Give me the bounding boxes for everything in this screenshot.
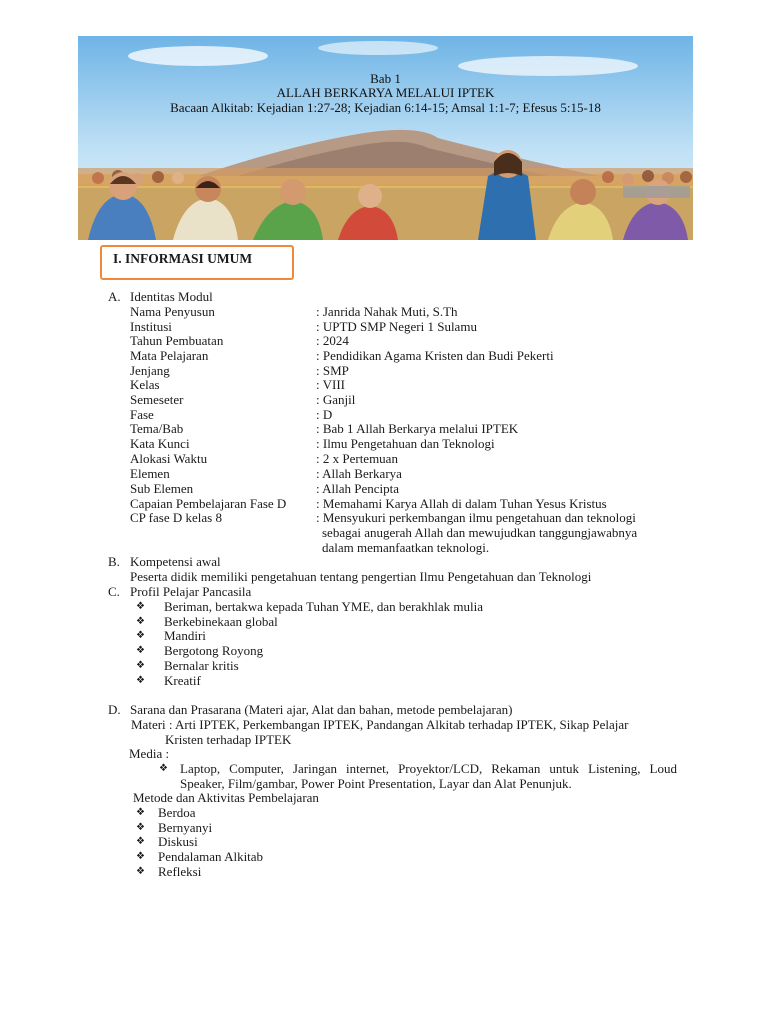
list-item: Bernyanyi: [158, 820, 213, 835]
list-item: Bernalar kritis: [164, 658, 239, 673]
row-value: : 2 x Pertemuan: [316, 451, 398, 466]
kompetensi-letter: B.: [108, 554, 120, 569]
row-label: Kata Kunci: [130, 436, 190, 451]
section-heading-box: [100, 245, 294, 280]
bible-reading: Bacaan Alkitab: Kejadian 1:27-28; Kejadian 6:14-15; Amsal 1:1-7; Efesus 5:15-18: [170, 100, 601, 115]
row-label: Alokasi Waktu: [130, 451, 208, 466]
list-item: Refleksi: [158, 864, 202, 879]
metode-title: Metode dan Aktivitas Pembelajaran: [133, 790, 319, 805]
diamond-bullet-icon: ❖: [159, 763, 168, 774]
row-value: : Bab 1 Allah Berkarya melalui IPTEK: [316, 421, 519, 436]
row-value: : Janrida Nahak Muti, S.Th: [316, 304, 458, 319]
row-label: Institusi: [130, 319, 172, 334]
chapter-banner: [78, 36, 693, 240]
row-value: : Mensyukuri perkembangan ilmu pengetahuan dan teknologi: [316, 510, 636, 525]
row-label: Tahun Pembuatan: [130, 333, 224, 348]
row-label: Nama Penyusun: [130, 304, 215, 319]
list-item: Kreatif: [164, 673, 201, 688]
row-value: : D: [316, 407, 333, 422]
row-label: Tema/Bab: [130, 421, 184, 436]
row-value: : Allah Berkarya: [316, 466, 402, 481]
sarana-title: Sarana dan Prasarana (Materi ajar, Alat dan bahan, metode pembelajaran): [130, 702, 513, 717]
diamond-bullet-icon: ❖: [136, 616, 145, 627]
list-item: Beriman, bertakwa kepada Tuhan YME, dan berakhlak mulia: [164, 599, 484, 614]
row-value: : VIII: [316, 377, 346, 392]
row-value-continued: sebagai anugerah Allah dan mewujudkan tanggungjawabnya: [322, 525, 638, 540]
row-value: : Allah Pencipta: [316, 481, 400, 496]
kompetensi-title: Kompetensi awal: [130, 554, 221, 569]
diamond-bullet-icon: ❖: [136, 630, 145, 641]
row-label: Sub Elemen: [130, 481, 194, 496]
row-value: : Ganjil: [316, 392, 356, 407]
diamond-bullet-icon: ❖: [136, 645, 145, 656]
row-label: Elemen: [130, 466, 170, 481]
row-label: Mata Pelajaran: [130, 348, 209, 363]
banner-illustration: [78, 36, 693, 240]
diamond-bullet-icon: ❖: [136, 866, 145, 877]
row-label: Jenjang: [130, 363, 170, 378]
diamond-bullet-icon: ❖: [136, 660, 145, 671]
section-heading: I. INFORMASI UMUM: [113, 251, 253, 266]
diamond-bullet-icon: ❖: [136, 822, 145, 833]
identitas-title: Identitas Modul: [130, 289, 213, 304]
media-line: Laptop, Computer, Jaringan internet, Proyektor/LCD, Rekaman untuk Listening, Loud: [180, 761, 677, 776]
profil-letter: C.: [108, 584, 120, 599]
list-item: Bergotong Royong: [164, 643, 264, 658]
chapter-label: Bab 1: [370, 71, 401, 86]
kompetensi-text: Peserta didik memiliki pengetahuan tentang pengertian Ilmu Pengetahuan dan Teknologi: [130, 569, 592, 584]
sarana-letter: D.: [108, 702, 121, 717]
list-item: Berkebinekaan global: [164, 614, 278, 629]
row-value: : Memahami Karya Allah di dalam Tuhan Yesus Kristus: [316, 496, 607, 511]
row-value: : UPTD SMP Negeri 1 Sulamu: [316, 319, 477, 334]
profil-title: Profil Pelajar Pancasila: [130, 584, 252, 599]
materi-line-continued: Kristen terhadap IPTEK: [165, 732, 292, 747]
row-value: : Ilmu Pengetahuan dan Teknologi: [316, 436, 495, 451]
media-line-continued: Speaker, Film/gambar, Power Point Presentation, Layar dan Alat Penunjuk.: [180, 776, 572, 791]
diamond-bullet-icon: ❖: [136, 675, 145, 686]
row-label: Fase: [130, 407, 154, 422]
list-item: Diskusi: [158, 834, 198, 849]
list-item: Pendalaman Alkitab: [158, 849, 264, 864]
diamond-bullet-icon: ❖: [136, 807, 145, 818]
row-label: CP fase D kelas 8: [130, 510, 222, 525]
list-item: Mandiri: [164, 628, 206, 643]
diamond-bullet-icon: ❖: [136, 851, 145, 862]
identitas-letter: A.: [108, 289, 121, 304]
diamond-bullet-icon: ❖: [136, 836, 145, 847]
list-item: Berdoa: [158, 805, 196, 820]
media-label: Media :: [129, 746, 170, 761]
row-value: : SMP: [316, 363, 349, 378]
row-label: Capaian Pembelajaran Fase D: [130, 496, 287, 511]
row-label: Kelas: [130, 377, 160, 392]
row-label: Semeseter: [130, 392, 184, 407]
row-value-continued: dalam memanfaatkan teknologi.: [322, 540, 490, 555]
row-value: : 2024: [316, 333, 349, 348]
diamond-bullet-icon: ❖: [136, 601, 145, 612]
row-value: : Pendidikan Agama Kristen dan Budi Pekerti: [316, 348, 554, 363]
materi-line: Materi : Arti IPTEK, Perkembangan IPTEK, Pandangan Alkitab terhadap IPTEK, Sikap Pelajar: [131, 717, 629, 732]
chapter-title: ALLAH BERKARYA MELALUI IPTEK: [276, 85, 495, 100]
